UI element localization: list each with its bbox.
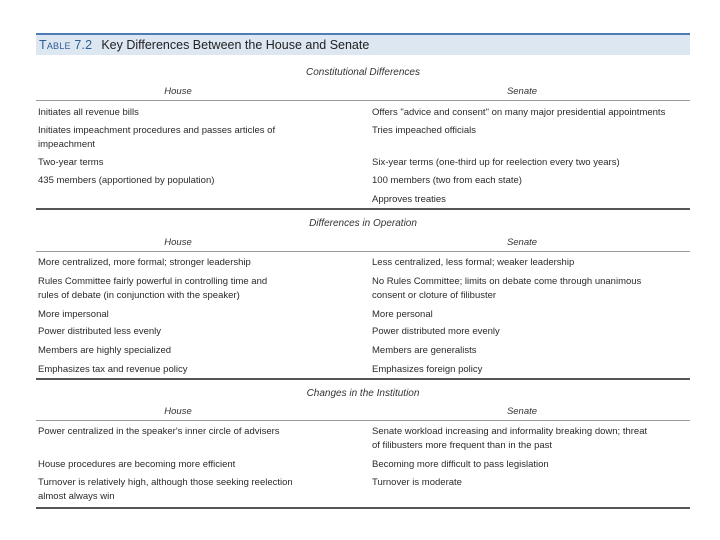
header-divider xyxy=(36,251,690,252)
senate-column-header: Senate xyxy=(506,237,538,248)
house-cell: Members are highly specialized xyxy=(38,345,172,356)
section-divider xyxy=(36,208,690,210)
senate-column-header: Senate xyxy=(506,406,538,417)
senate-cell: More personal xyxy=(372,309,433,320)
house-cell: Initiates impeachment procedures and passes articles of impeachment xyxy=(38,125,276,150)
senate-cell: Members are generalists xyxy=(372,345,477,356)
header-divider xyxy=(36,420,690,421)
senate-cell: Power distributed more evenly xyxy=(372,326,500,337)
header-divider xyxy=(36,100,690,101)
senate-cell: Senate workload increasing and informality breaking down; threat of filibusters more frequent than in the past xyxy=(372,426,648,451)
house-cell: Power centralized in the speaker's inner circle of advisers xyxy=(38,426,280,437)
house-cell: Power distributed less evenly xyxy=(38,326,162,337)
section-divider xyxy=(36,378,690,380)
section-divider xyxy=(36,507,690,509)
senate-cell: Offers "advice and consent" on many major presidential appointments xyxy=(372,107,666,118)
senate-cell: Less centralized, less formal; weaker leadership xyxy=(372,257,575,268)
section-title: Differences in Operation xyxy=(309,218,417,229)
senate-cell: Tries impeached officials xyxy=(372,125,477,136)
comparison-table xyxy=(36,33,690,507)
senate-cell: Six-year terms (one-third up for reelection every two years) xyxy=(372,157,620,168)
house-cell: More impersonal xyxy=(38,309,109,320)
senate-cell: Emphasizes foreign policy xyxy=(372,364,483,375)
senate-column-header: Senate xyxy=(506,86,538,97)
senate-cell: 100 members (two from each state) xyxy=(372,175,522,186)
section-title: Changes in the Institution xyxy=(306,388,420,399)
house-cell: House procedures are becoming more efficient xyxy=(38,459,236,470)
table-title-bar xyxy=(36,33,690,55)
senate-cell: Becoming more difficult to pass legislation xyxy=(372,459,549,470)
senate-cell: No Rules Committee; limits on debate come through unanimous consent or cloture of filibuster xyxy=(372,276,642,301)
house-column-header: House xyxy=(164,406,192,417)
house-cell: Emphasizes tax and revenue policy xyxy=(38,364,188,375)
house-column-header: House xyxy=(164,237,192,248)
senate-cell: Turnover is moderate xyxy=(372,477,462,488)
table-number: Table 7.2 xyxy=(39,38,93,52)
house-cell: Initiates all revenue bills xyxy=(38,107,139,118)
senate-cell: Approves treaties xyxy=(372,194,446,205)
house-cell: More centralized, more formal; stronger leadership xyxy=(38,257,251,268)
house-cell: 435 members (apportioned by population) xyxy=(38,175,215,186)
house-cell: Two-year terms xyxy=(38,157,104,168)
house-cell: Turnover is relatively high, although those seeking reelection almost always win xyxy=(38,477,293,502)
section-title: Constitutional Differences xyxy=(306,67,420,78)
table-title: Key Differences Between the House and Senate xyxy=(101,38,370,52)
house-cell: Rules Committee fairly powerful in controlling time and rules of debate (in conjunction with the speaker) xyxy=(38,276,268,301)
house-column-header: House xyxy=(164,86,192,97)
